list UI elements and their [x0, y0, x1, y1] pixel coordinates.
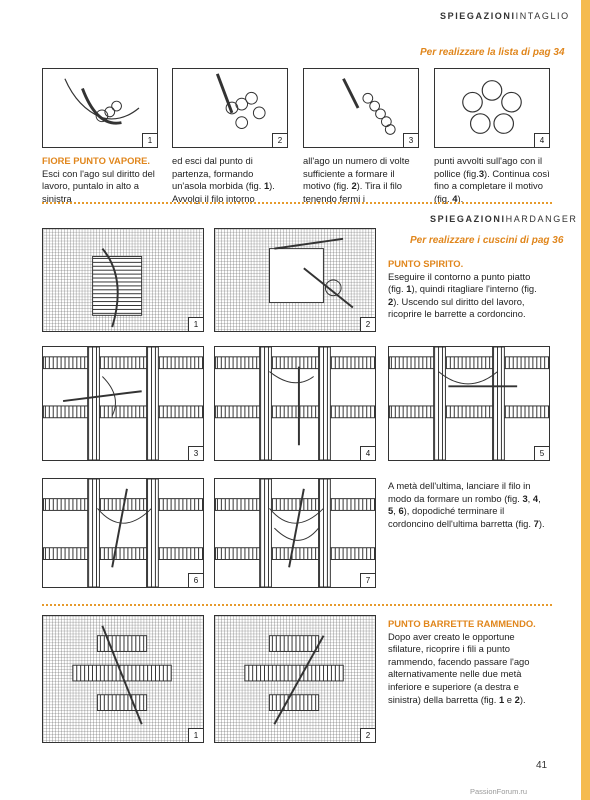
barrette-figure-1 — [42, 615, 204, 743]
figure-number: 1 — [188, 317, 203, 331]
figure-number: 6 — [188, 573, 203, 587]
hardanger-figure-3 — [42, 346, 204, 461]
hardanger-figure-2 — [214, 228, 376, 332]
page-edge-strip — [581, 0, 590, 800]
intaglio-figure-1 — [42, 68, 158, 148]
intaglio-text-col4: punti avvolti sull'ago con il pollice (fig.3). Continua così fino a completare il motivo (fig. 4). — [434, 155, 550, 204]
watermark: PassionForum.ru — [470, 787, 528, 796]
hardanger-figure-6 — [42, 478, 204, 588]
figure-number: 4 — [360, 446, 375, 460]
figure-number: 1 — [142, 133, 157, 147]
intaglio-figure-4 — [434, 68, 550, 148]
hardanger-figure-5 — [388, 346, 550, 461]
section-divider — [42, 202, 552, 204]
figure-number: 2 — [272, 133, 287, 147]
page-number: 41 — [536, 760, 548, 771]
figure-number: 4 — [534, 133, 549, 147]
intaglio-figure-2 — [172, 68, 288, 148]
figure-number: 3 — [188, 446, 203, 460]
barrette-figure-2 — [214, 615, 376, 743]
figure-number: 7 — [360, 573, 375, 587]
intaglio-text-col1: FIORE PUNTO VAPORE. Esci con l'ago sul diritto del lavoro, puntalo in alto a sinistra — [42, 155, 155, 204]
figure-number: 5 — [534, 446, 549, 460]
intaglio-figure-3 — [303, 68, 419, 148]
rombo-text: A metà dell'ultima, lanciare il filo in modo da formare un rombo (fig. 3, 4, 5, 6), dopodiché terminare il cordoncino dell'ultima barretta (fig. 7). — [388, 480, 545, 529]
section-divider — [42, 604, 552, 606]
figure-number: 3 — [403, 133, 418, 147]
hardanger-figure-7 — [214, 478, 376, 588]
section-title-intaglio: SPIEGAZIONIINTAGLIO — [440, 11, 570, 21]
section-title-hardanger: SPIEGAZIONIHARDANGER — [430, 214, 578, 224]
section-subtitle-hardanger: Per realizzare i cuscini di pag 36 — [410, 235, 564, 246]
intaglio-text-col2: ed esci dal punto di partenza, formando un'asola morbida (fig. 1). Avvolgi il filo intorno — [172, 155, 275, 204]
section-subtitle-intaglio: Per realizzare la lista di pag 34 — [420, 47, 565, 58]
intaglio-text-col3: all'ago un numero di volte sufficiente a formare il motivo (fig. 2). Tira il filo tenendo fermi i — [303, 155, 410, 204]
figure-number: 2 — [360, 317, 375, 331]
hardanger-figure-1 — [42, 228, 204, 332]
punto-spirito-text: PUNTO SPIRITO. Eseguire il contorno a punto piatto (fig. 1), quindi ritagliare l'interno (fig. 2). Uscendo sul diritto del lavoro, ricoprire le barrette a cordoncino. — [388, 258, 537, 320]
figure-number: 2 — [360, 728, 375, 742]
hardanger-figure-4 — [214, 346, 376, 461]
figure-number: 1 — [188, 728, 203, 742]
punto-barrette-text: PUNTO BARRETTE RAMMENDO. Dopo aver creato le opportune sfilature, ricoprire i fili a punto rammendo, facendo passare l'ago alternativamente nelle due metà inferiore e superiore (a destra e sinistra) della barretta (fig. 1 e 2). — [388, 618, 536, 705]
